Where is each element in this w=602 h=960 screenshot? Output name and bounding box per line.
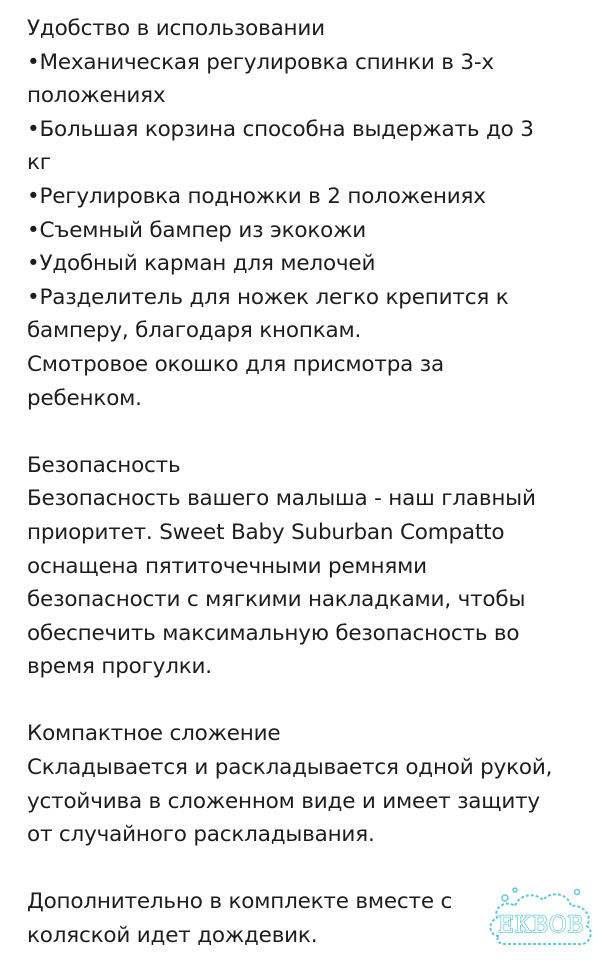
text-line: безопасности с мягкими накладками, чтобы	[27, 587, 526, 613]
text-line: Безопасность вашего малыша - наш главный	[27, 486, 536, 512]
text-line: •Механическая регулировка спинки в 3-х	[27, 49, 494, 75]
watermark-logo	[485, 884, 597, 954]
text-line: обеспечить максимальную безопасность во	[27, 620, 520, 646]
text-line: положениях	[27, 83, 166, 109]
section-heading: Компактное сложение	[27, 721, 281, 747]
cloud-logo-icon	[485, 884, 597, 954]
text-line: коляской идет дождевик.	[27, 923, 318, 949]
text-line: кг	[27, 150, 51, 176]
text-line: Складывается и раскладывается одной рукой,	[27, 755, 553, 781]
section-heading: Безопасность	[27, 452, 181, 478]
text-line: •Регулировка подножки в 2 положениях	[27, 183, 486, 209]
text-line: от случайного раскладывания.	[27, 822, 375, 848]
text-line: Дополнительно в комплекте вместе с	[27, 889, 453, 915]
text-line: ребенком.	[27, 385, 142, 411]
section-usability	[27, 12, 597, 415]
text-line: бамперу, благодаря кнопкам.	[27, 318, 362, 344]
text-line: •Большая корзина способна выдержать до 3	[27, 116, 534, 142]
text-line: •Разделитель для ножек легко крепится к	[27, 284, 509, 310]
text-line: •Удобный карман для мелочей	[27, 251, 376, 277]
watermark-text: ЕКВОВ	[498, 913, 584, 938]
document-body	[27, 12, 597, 953]
section-safety	[27, 449, 597, 684]
text-line: •Съемный бампер из экокожи	[27, 217, 367, 243]
text-line: приоритет. Sweet Baby Suburban Compatto	[27, 519, 505, 545]
text-line: устойчива в сложенном виде и имеет защиту	[27, 788, 540, 814]
text-line: оснащена пятиточечными ремнями	[27, 553, 427, 579]
section-heading: Удобство в использовании	[27, 16, 325, 41]
text-line: Смотровое окошко для присмотра за	[27, 351, 444, 377]
text-line: время прогулки.	[27, 654, 212, 680]
section-compact-folding	[27, 717, 597, 851]
